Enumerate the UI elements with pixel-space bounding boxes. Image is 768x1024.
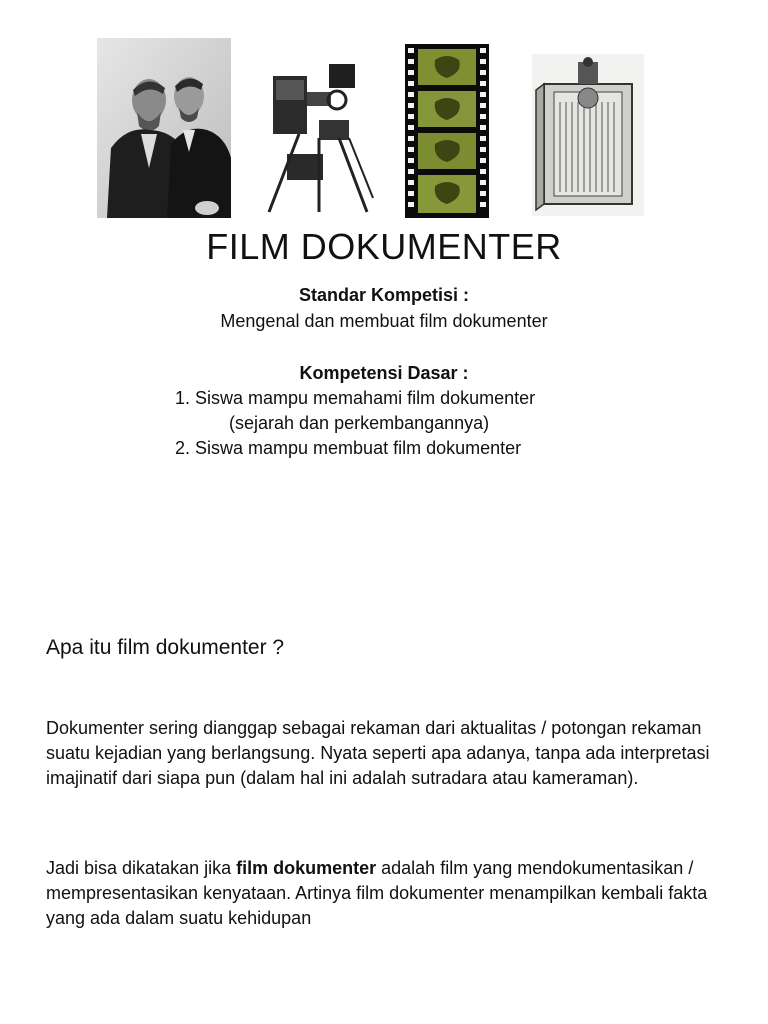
- standar-kompetisi-text: Mengenal dan membuat film dokumenter: [220, 311, 548, 331]
- paragraph-2: [46, 856, 736, 931]
- paragraph-2-before: Jadi bisa dikatakan jika: [46, 858, 237, 878]
- kinetoscope-icon: [532, 54, 644, 216]
- film-strip-icon: [405, 44, 489, 218]
- paragraph-1: [46, 716, 736, 791]
- portrait-photo-icon: [97, 38, 231, 218]
- paragraph-1-text: Dokumenter sering dianggap sebagai rekaman dari aktualitas / potongan rekaman suatu kejadian yang berlangsung. Nyata seperti apa adanya, tanpa ada interpretasi imajinatif dari siapa pun (dalam hal ini adalah sutradara atau kameraman).: [46, 718, 710, 788]
- paragraph-2-after: adalah film yang mendokumentasikan / mempresentasikan kenyataan. Artinya film dokumenter menampilkan kembali fakta yang ada dalam suatu kehidupan: [46, 858, 708, 928]
- film-camera-icon: [263, 58, 375, 216]
- kompetensi-dasar-label: Kompetensi Dasar :: [299, 363, 469, 383]
- kompetensi-item-2: 2. Siswa mampu membuat film dokumenter: [175, 438, 522, 458]
- paragraph-2-bold: film dokumenter: [236, 858, 377, 878]
- kompetensi-item-1-detail: (sejarah dan perkembangannya): [229, 413, 490, 433]
- kompetensi-item-1: 1. Siswa mampu memahami film dokumenter: [175, 388, 536, 408]
- standar-kompetisi-label: Standar Kompetisi :: [298, 285, 470, 305]
- page-title: FILM DOKUMENTER: [206, 226, 562, 267]
- section-heading: Apa itu film dokumenter ?: [46, 636, 285, 659]
- kompetensi-list: [175, 386, 535, 461]
